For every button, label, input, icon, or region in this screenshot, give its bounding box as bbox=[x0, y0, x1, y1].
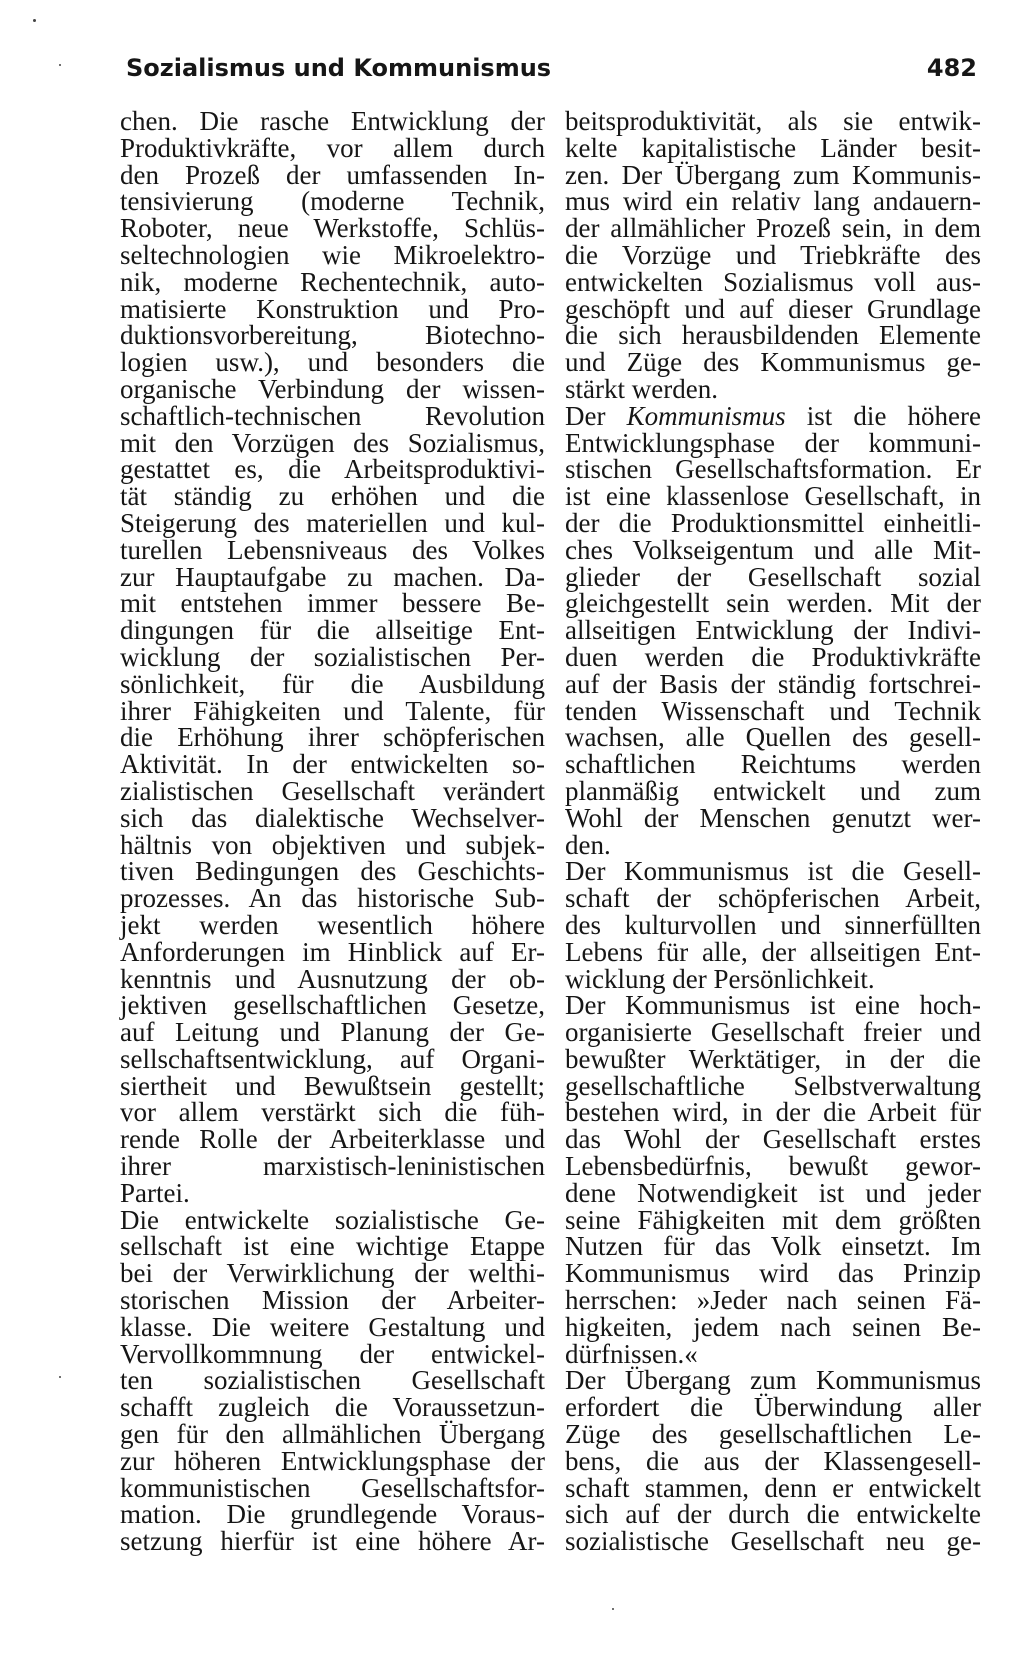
text-line: die sich herausbildenden Elemente bbox=[565, 320, 981, 351]
text-line: entwickelten Sozialismus voll aus- bbox=[565, 266, 981, 297]
text-line: Der Kommunismus ist eine hoch- bbox=[565, 990, 981, 1021]
text-line: den Prozeß der umfassenden In- bbox=[120, 159, 545, 190]
text-line: mation. Die grundlegende Voraus- bbox=[120, 1499, 545, 1530]
text-line: der die Produktionsmittel einheitli- bbox=[565, 507, 981, 538]
text-line: Entwicklungsphase der kommuni- bbox=[565, 427, 981, 458]
text-line: schafft zugleich die Voraussetzun- bbox=[120, 1392, 545, 1423]
text-fragment: Der bbox=[565, 400, 606, 431]
text-line: bewußter Werktätiger, in der die bbox=[565, 1043, 981, 1074]
print-speck bbox=[59, 64, 61, 66]
text-line: duen werden die Produktivkräfte bbox=[565, 641, 981, 672]
right-column bbox=[565, 108, 981, 1555]
text-line: Züge des gesellschaftlichen Le- bbox=[565, 1419, 981, 1450]
text-line: geschöpft und auf dieser Grundlage bbox=[565, 293, 981, 324]
text-line: ist eine klassenlose Gesellschaft, in bbox=[565, 481, 981, 512]
text-line: auf Leitung und Planung der Ge- bbox=[120, 1017, 545, 1048]
print-speck bbox=[33, 19, 36, 22]
text-line: die Erhöhung ihrer schöpferischen bbox=[120, 722, 545, 753]
text-line: organisierte Gesellschaft freier und bbox=[565, 1017, 981, 1048]
text-line: organische Verbindung der wissen- bbox=[120, 373, 545, 404]
page-number: 482 bbox=[926, 54, 977, 82]
text-line: Produktivkräfte, vor allem durch bbox=[120, 132, 545, 163]
text-line: zialistischen Gesellschaft verändert bbox=[120, 775, 545, 806]
text-line: siertheit und Bewußtsein gestellt; bbox=[120, 1070, 545, 1101]
text-line: ihrer Fähigkeiten und Talente, für bbox=[120, 695, 545, 726]
text-line: sich das dialektische Wechselver- bbox=[120, 802, 545, 833]
text-line: hältnis von objektiven und subjek- bbox=[120, 829, 545, 860]
text-line: sellschaftsentwicklung, auf Organi- bbox=[120, 1043, 545, 1074]
italic-term: Kommunismus bbox=[626, 400, 786, 431]
text-line: dingungen für die allseitige Ent- bbox=[120, 615, 545, 646]
text-line: gesellschaftliche Selbstverwaltung bbox=[565, 1070, 981, 1101]
text-line: Aktivität. In der entwickelten so- bbox=[120, 749, 545, 780]
text-line: beitsproduktivität, als sie entwik- bbox=[565, 106, 981, 136]
text-line: wicklung der sozialistischen Per- bbox=[120, 641, 545, 672]
text-line: schaft der schöpferischen Arbeit, bbox=[565, 883, 981, 914]
print-speck bbox=[612, 1608, 614, 1610]
text-line: herrschen: »Jeder nach seinen Fä- bbox=[565, 1285, 981, 1316]
text-line: stärkt werden. bbox=[565, 373, 718, 404]
text-line: nik, moderne Rechentechnik, auto- bbox=[120, 266, 545, 297]
text-line: stischen Gesellschaftsformation. Er bbox=[565, 454, 981, 485]
text-line: dürfnissen.« bbox=[565, 1338, 698, 1369]
text-line: matisierte Konstruktion und Pro- bbox=[120, 293, 545, 324]
text-line: Roboter, neue Werkstoffe, Schlüs- bbox=[120, 213, 545, 244]
text-line: kelte kapitalistische Länder besit- bbox=[565, 132, 981, 163]
text-line: tät ständig zu erhöhen und die bbox=[120, 481, 545, 512]
text-line: der allmählicher Prozeß sein, in dem bbox=[565, 213, 981, 244]
text-line: allseitigen Entwicklung der Indivi- bbox=[565, 615, 981, 646]
text-line: das Wohl der Gesellschaft erstes bbox=[565, 1124, 981, 1155]
text-line: des kulturvollen und sinnerfüllten bbox=[565, 909, 981, 940]
text-line: schaftlich-technischen Revolution bbox=[120, 400, 545, 431]
text-line: prozesses. An das historische Sub- bbox=[120, 883, 545, 914]
text-line: sellschaft ist eine wichtige Etappe bbox=[120, 1231, 545, 1262]
text-fragment: ist die höhere bbox=[806, 400, 982, 431]
text-line: rende Rolle der Arbeiterklasse und bbox=[120, 1124, 545, 1155]
text-line: duktionsvorbereitung, Biotechno- bbox=[120, 320, 545, 351]
text-line: wicklung der Persönlichkeit. bbox=[565, 963, 875, 994]
text-line: kommunistischen Gesellschaftsfor- bbox=[120, 1472, 545, 1503]
text-line: den. bbox=[565, 829, 611, 860]
text-line: mit entstehen immer bessere Be- bbox=[120, 588, 545, 619]
print-speck bbox=[59, 1376, 61, 1378]
text-line: Partei. bbox=[120, 1177, 190, 1208]
text-line: bei der Verwirklichung der welthi- bbox=[120, 1258, 545, 1289]
text-line: ihrer marxistisch-leninistischen bbox=[120, 1151, 545, 1182]
text-line: tiven Bedingungen des Geschichts- bbox=[120, 856, 545, 887]
text-line: seine Fähigkeiten mit dem größten bbox=[565, 1204, 981, 1235]
text-line: glieder der Gesellschaft sozial bbox=[565, 561, 981, 592]
text-line: Nutzen für das Volk einsetzt. Im bbox=[565, 1231, 981, 1262]
text-line: Die entwickelte sozialistische Ge- bbox=[120, 1204, 545, 1235]
text-line: auf der Basis der ständig fortschrei- bbox=[565, 668, 981, 699]
text-line: kenntnis und Ausnutzung der ob- bbox=[120, 963, 545, 994]
text-line: und Züge des Kommunismus ge- bbox=[565, 347, 981, 378]
text-line: mus wird ein relativ lang andauern- bbox=[565, 186, 981, 217]
text-line: gen für den allmählichen Übergang bbox=[120, 1419, 545, 1450]
text-line: Vervollkommnung der entwickel- bbox=[120, 1338, 545, 1369]
text-line: bens, die aus der Klassengesell- bbox=[565, 1445, 981, 1476]
text-line: tenden Wissenschaft und Technik bbox=[565, 695, 981, 726]
text-line: Lebensbedürfnis, bewußt gewor- bbox=[565, 1151, 981, 1182]
text-line: zur Hauptaufgabe zu machen. Da- bbox=[120, 561, 545, 592]
text-line: tensivierung (moderne Technik, bbox=[120, 186, 545, 217]
text-line: vor allem verstärkt sich die füh- bbox=[120, 1097, 545, 1128]
text-line: schaft stammen, denn er entwickelt bbox=[565, 1472, 981, 1503]
text-line: dene Notwendigkeit ist und jeder bbox=[565, 1177, 981, 1208]
text-line: storischen Mission der Arbeiter- bbox=[120, 1285, 545, 1316]
text-line: zen. Der Übergang zum Kommunis- bbox=[565, 159, 981, 190]
text-line: ches Volkseigentum und alle Mit- bbox=[565, 534, 981, 565]
text-line: Der Kommunismus ist die Gesell- bbox=[565, 856, 981, 887]
text-line: Wohl der Menschen genutzt wer- bbox=[565, 802, 981, 833]
text-line: ten sozialistischen Gesellschaft bbox=[120, 1365, 545, 1396]
text-line: setzung hierfür ist eine höhere Ar- bbox=[120, 1526, 545, 1557]
text-line: Lebens für alle, der allseitigen Ent- bbox=[565, 936, 981, 967]
text-line: klasse. Die weitere Gestaltung und bbox=[120, 1311, 545, 1342]
text-line: die Vorzüge und Triebkräfte des bbox=[565, 239, 981, 270]
text-line: Der Übergang zum Kommunismus bbox=[565, 1365, 981, 1396]
text-line: schaftlichen Reichtums werden bbox=[565, 749, 981, 780]
running-title: Sozialismus und Kommunismus bbox=[126, 54, 552, 82]
text-line: mit den Vorzügen des Sozialismus, bbox=[120, 427, 545, 458]
text-line: chen. Die rasche Entwicklung der bbox=[120, 106, 545, 136]
left-column bbox=[120, 108, 545, 1555]
text-line: Steigerung des materiellen und kul- bbox=[120, 507, 545, 538]
text-line: jektiven gesellschaftlichen Gesetze, bbox=[120, 990, 545, 1021]
text-line: sozialistische Gesellschaft neu ge- bbox=[565, 1526, 981, 1557]
text-line: gleichgestellt sein werden. Mit der bbox=[565, 588, 981, 619]
text-line: erfordert die Überwindung aller bbox=[565, 1392, 981, 1423]
text-line: Kommunismus wird das Prinzip bbox=[565, 1258, 981, 1289]
text-line: higkeiten, jedem nach seinen Be- bbox=[565, 1311, 981, 1342]
text-line: logien usw.), und besonders die bbox=[120, 347, 545, 378]
text-line: gestattet es, die Arbeitsproduktivi- bbox=[120, 454, 545, 485]
text-line: bestehen wird, in der die Arbeit für bbox=[565, 1097, 981, 1128]
text-line: planmäßig entwickelt und zum bbox=[565, 775, 981, 806]
text-line: Anforderungen im Hinblick auf Er- bbox=[120, 936, 545, 967]
text-line: turellen Lebensniveaus des Volkes bbox=[120, 534, 545, 565]
text-line: seltechnologien wie Mikroelektro- bbox=[120, 239, 545, 270]
text-line-with-italic bbox=[565, 400, 982, 431]
text-line: sich auf der durch die entwickelte bbox=[565, 1499, 981, 1530]
text-line: zur höheren Entwicklungsphase der bbox=[120, 1445, 545, 1476]
text-line: sönlichkeit, für die Ausbildung bbox=[120, 668, 545, 699]
text-line: wachsen, alle Quellen des gesell- bbox=[565, 722, 981, 753]
text-line: jekt werden wesentlich höhere bbox=[120, 909, 545, 940]
